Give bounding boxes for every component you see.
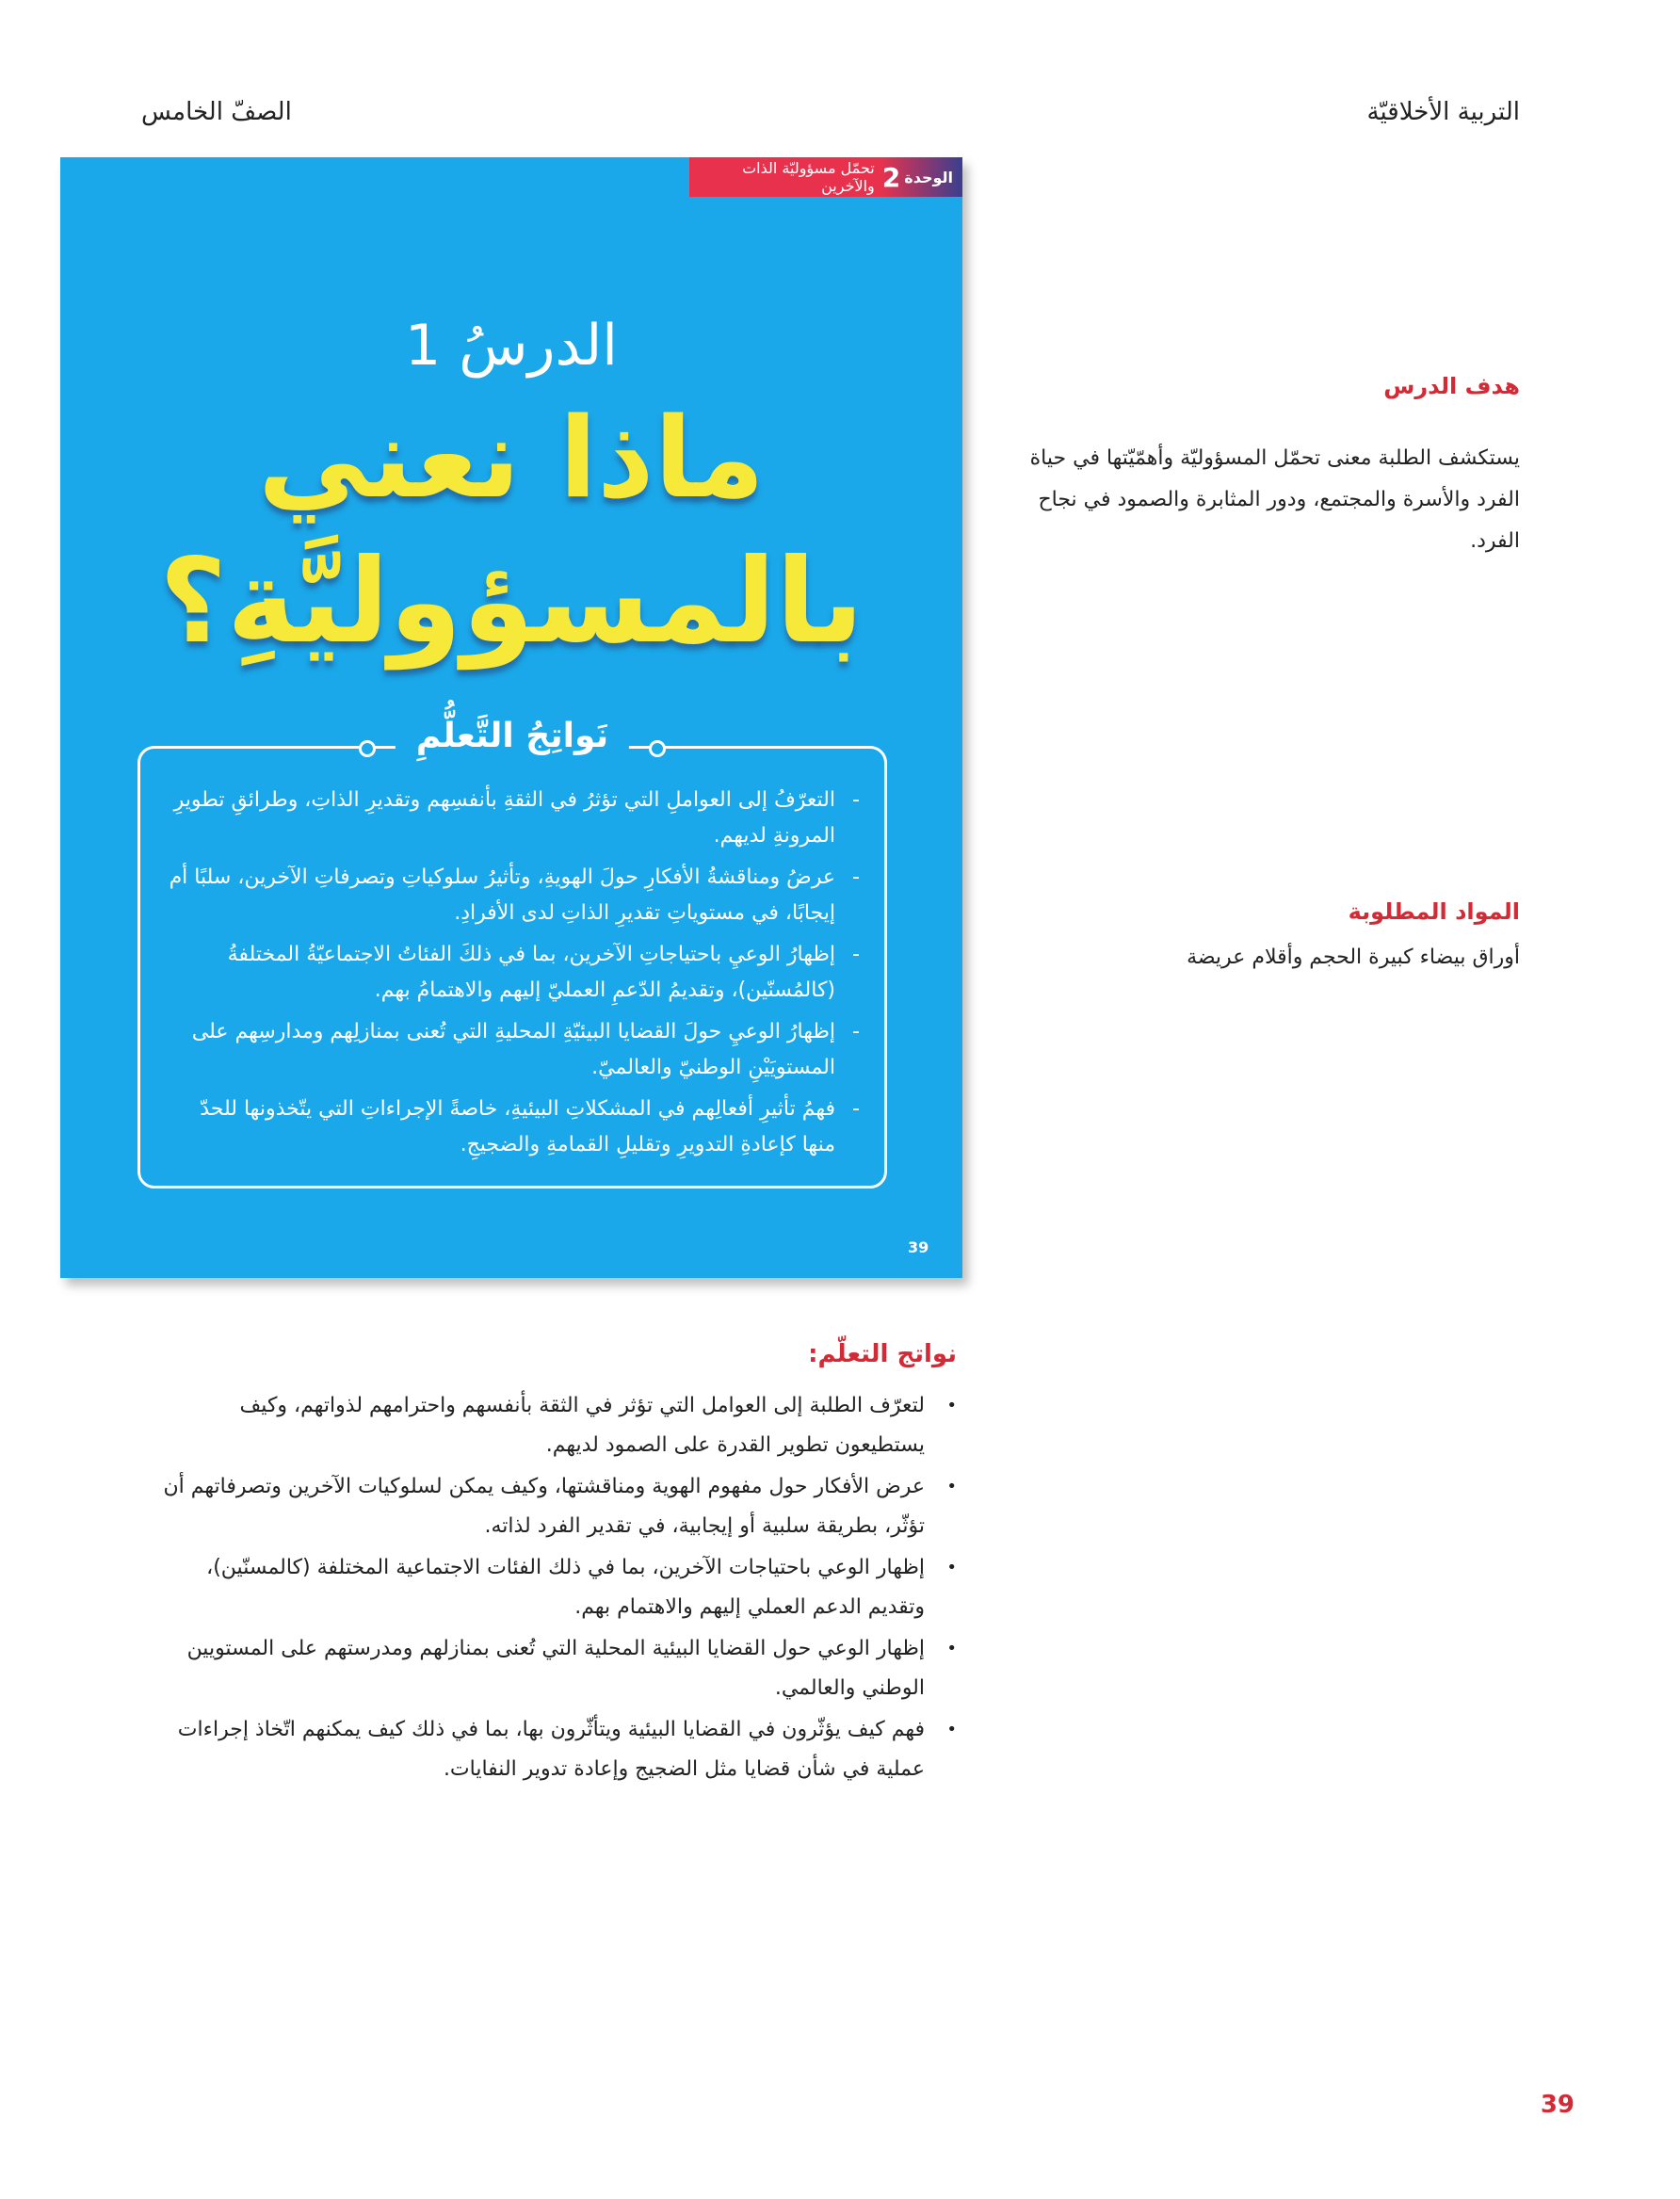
lesson-title-line1: ماذا نعني	[258, 393, 765, 523]
list-item: • عرض الأفكار حول مفهوم الهوية ومناقشتها، وكيف يمكن لسلوكيات الآخرين وتصرفاتهم أن تؤثّر، بطريقة سلبية أو إيجابية، في تقدير الفرد لذاته.	[147, 1467, 957, 1546]
outcomes-box-list	[140, 749, 884, 1163]
header-grade: الصفّ الخامس	[141, 98, 292, 126]
lesson-label: الدرسُ 1	[405, 313, 618, 379]
panel-page-number: 39	[908, 1238, 929, 1256]
unit-word: الوحدة	[904, 168, 953, 186]
materials-text: أوراق بيضاء كبيرة الحجم وأقلام عريضة	[1187, 946, 1520, 969]
list-item: - عرضُ ومناقشةُ الأفكارِ حولَ الهويةِ، وتأثيرُ سلوكياتِ وتصرفاتِ الآخرين، سلبًا أم إيجابًا، في مستوياتِ تقديرِ الذاتِ لدى الأفرادِ.	[169, 860, 860, 931]
list-item: - فهمُ تأثيرِ أفعالِهم في المشكلاتِ البيئيةِ، خاصةً الإجراءاتِ التي يتّخذونها للحدّ منها كإعادةِ التدويرِ وتقليلِ القمامةِ والضجيجِ.	[169, 1091, 860, 1163]
goal-text: يستكشف الطلبة معنى تحمّل المسؤوليّة وأهمّيّتها في حياة الفرد والأسرة والمجتمع، ودور المثابرة والصمود في نجاح الفرد.	[1029, 446, 1520, 553]
lesson-title-line2: بالمسؤوليَّةِ؟	[158, 534, 864, 670]
unit-number: 2	[881, 161, 901, 193]
list-item: • لتعرّف الطلبة إلى العوامل التي تؤثر في الثقة بأنفسهم واحترامهم لذواتهم، وكيف يستطيعون تطوير القدرة على الصمود لديهم.	[147, 1386, 957, 1465]
decorative-dot-left	[359, 740, 376, 757]
outcomes-title: نواتج التعلّم:	[808, 1340, 957, 1368]
outcomes-list	[147, 1386, 957, 1791]
materials-title: المواد المطلوبة	[1348, 898, 1520, 925]
outcomes-box	[137, 717, 887, 1188]
unit-tab	[689, 157, 962, 197]
decorative-dot-right	[649, 740, 666, 757]
lesson-cover-panel	[60, 157, 962, 1278]
outcomes-box-title: نَواتِجُ التَّعلُّمِ	[396, 717, 629, 755]
list-item: • إظهار الوعي باحتياجات الآخرين، بما في ذلك الفئات الاجتماعية المختلفة (كالمسنّين)، وتقديم الدعم العملي إليهم والاهتمام بهم.	[147, 1548, 957, 1627]
list-item: - التعرّفُ إلى العواملِ التي تؤثرُ في الثقةِ بأنفسِهم وتقديرِ الذاتِ، وطرائقِ تطويرِ المرونةِ لديهم.	[169, 783, 860, 854]
header-subject: التربية الأخلاقيّة	[1366, 98, 1520, 126]
list-item: • فهم كيف يؤثّرون في القضايا البيئية ويتأثّرون بها، بما في ذلك كيف يمكنهم اتّخاذ إجراءات عملية في شأن قضايا مثل الضجيج وإعادة تدوير النفايات.	[147, 1710, 957, 1789]
list-item: • إظهار الوعي حول القضايا البيئية المحلية التي تُعنى بمنازلهم ومدرستهم على المستويين الوطني والعالمي.	[147, 1629, 957, 1708]
unit-title: تحمّل مسؤوليّة الذات والآخرين	[742, 159, 875, 195]
list-item: - إظهارُ الوعيِ باحتياجاتِ الآخرين، بما في ذلكَ الفئاتُ الاجتماعيّةُ المختلفةُ (كالمُسنّين)، وتقديمُ الدّعمِ العمليّ إليهم والاهتمامُ بهم.	[169, 937, 860, 1009]
list-item: - إظهارُ الوعيِ حولَ القضايا البيئيّةِ المحليةِ التي تُعنى بمنازلِهم ومدارسِهم على المستويَيْنِ الوطنيّ والعالميّ.	[169, 1014, 860, 1086]
page-number: 39	[1540, 2091, 1575, 2119]
goal-title: هدف الدرس	[1383, 373, 1520, 399]
